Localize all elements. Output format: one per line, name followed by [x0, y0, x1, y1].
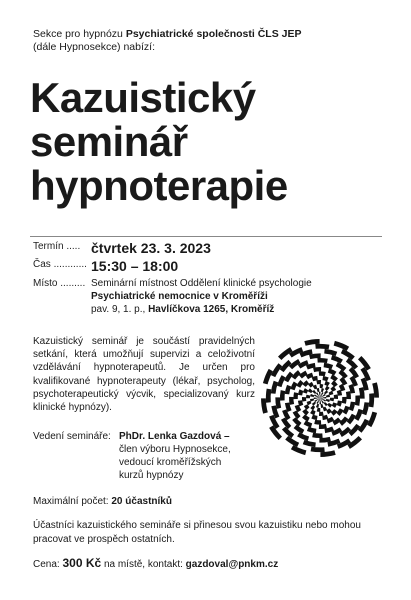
spiral-segment: [328, 368, 337, 375]
spiral-segment: [316, 392, 319, 396]
max-value: 20 účastníků: [111, 496, 172, 507]
seminar-leader: [33, 430, 273, 482]
spiral-segment: [367, 412, 377, 427]
spiral-segment: [312, 390, 316, 394]
event-details: [33, 240, 383, 316]
leader-line-4: kurzů hypnózy: [119, 470, 184, 481]
spiral-segment: [343, 406, 350, 415]
spiral-segment: [355, 395, 360, 405]
spiral-segment: [326, 399, 330, 402]
spiral-segment: [314, 399, 318, 402]
spiral-segment: [321, 400, 324, 404]
spiral-segment: [304, 404, 310, 410]
spiral-segment: [330, 386, 336, 392]
spiral-segment: [336, 408, 343, 416]
spiral-segment: [310, 405, 315, 410]
spiral-segment: [296, 380, 303, 388]
spiral-segment: [314, 420, 321, 425]
place-value: [91, 277, 312, 316]
intro-prefix: Sekce pro hypnózu: [33, 28, 126, 40]
spiral-segment: [316, 388, 319, 392]
time-label: Čas: [33, 259, 51, 270]
spiral-segment: [266, 389, 272, 403]
spiral-segment: [324, 390, 328, 394]
spiral-segment: [326, 394, 330, 397]
spiral-segment: [308, 382, 314, 388]
leader-line-3: vedoucí kroměřížských: [119, 457, 222, 468]
spiral-segment: [324, 381, 330, 386]
spiral-segment: [312, 433, 322, 438]
spiral-segment: [271, 381, 278, 394]
participant-note: Účastníci kazuistického semináře si přinesou svou kazuistiku nebo mohou pracovat ve prospěch ostatních.: [33, 520, 361, 545]
spiral-segment: [349, 402, 355, 412]
seminar-description: Kazuistický seminář je součástí pravidelných setkání, která umožňují supervizi a celoživotní vzdělávání hypnoterapeutů. Je určen pro kvalifikované hypnoterapeuty (lékař, psycholog, psychoterapeutický výcvik, specializovaný kurz klinické hypnózy).: [33, 336, 255, 414]
spiral-segment: [306, 395, 310, 399]
hypnotic-spiral-image: [259, 337, 381, 459]
spiral-segment: [317, 408, 321, 412]
place-dots: .........: [60, 278, 86, 289]
leader-label: Vedení semináře:: [33, 431, 111, 442]
date-dots: .....: [66, 241, 81, 252]
date-value: čtvrtek 23. 3. 2023: [91, 240, 211, 256]
spiral-segment: [316, 404, 319, 408]
spiral-segment: [302, 409, 309, 416]
spiral-segment: [324, 363, 334, 369]
spiral-segment: [322, 399, 326, 402]
spiral-segment: [311, 447, 325, 453]
contact-email: gazdoval@pnkm.cz: [185, 559, 279, 570]
spiral-segment: [310, 410, 316, 415]
spiral-segment: [319, 412, 324, 416]
title-line-1: Kazuistický: [30, 74, 256, 121]
spiral-segment: [307, 427, 317, 433]
spiral-segment: [321, 388, 324, 392]
place-line-3-prefix: pav. 9, 1. p.,: [91, 304, 149, 315]
spiral-segment: [311, 415, 317, 420]
leader-name: PhDr. Lenka Gazdová –: [119, 431, 230, 442]
place-label: Místo: [33, 278, 58, 289]
spiral-segment: [303, 440, 316, 447]
title-line-2: seminář: [30, 118, 188, 165]
spiral-segment: [330, 374, 338, 381]
spiral-segment: [315, 344, 329, 350]
spiral-segment: [319, 371, 326, 376]
spiral-segment: [332, 417, 341, 425]
spiral-segment: [302, 397, 306, 402]
spiral-segment: [322, 394, 326, 397]
intro-organization: Psychiatrické společnosti ČLS JEP: [125, 28, 302, 40]
spiral-segment: [325, 386, 330, 391]
spiral-segment: [299, 371, 308, 379]
spiral-segment: [285, 385, 291, 395]
spiral-segment: [310, 394, 314, 397]
spiral-segment: [327, 403, 332, 408]
price-line: [33, 556, 278, 570]
spiral-segment: [324, 349, 337, 356]
spiral-segment: [334, 394, 338, 399]
time-value: 15:30 – 18:00: [91, 258, 179, 274]
spiral-segment: [293, 392, 298, 399]
spiral-segment: [321, 392, 324, 396]
spiral-segment: [341, 349, 355, 360]
spiral-segment: [303, 388, 308, 394]
spiral-segment: [314, 394, 318, 397]
spiral-segment: [320, 384, 324, 388]
date-label: Termín: [33, 241, 64, 252]
spiral-segment: [289, 397, 294, 405]
divider: [30, 236, 382, 237]
spiral-segment: [319, 401, 321, 405]
title-line-3: hypnoterapie: [30, 162, 288, 209]
spiral-segment: [297, 432, 309, 441]
spiral-segment: [326, 408, 332, 414]
price-label: Cena:: [33, 559, 63, 570]
max-label: Maximální počet:: [33, 496, 112, 507]
spiral-segment: [285, 436, 299, 447]
spiral-segment: [298, 389, 303, 395]
date-row: [33, 240, 383, 256]
spiral-segment: [291, 445, 306, 455]
spiral-segment: [323, 397, 327, 399]
spiral-segment: [324, 402, 328, 406]
place-row: [33, 277, 383, 316]
spiral-segment: [316, 380, 321, 384]
spiral-segment: [312, 402, 316, 406]
place-line-2: Psychiatrické nemocnice v Kroměříži: [91, 291, 268, 302]
intro-text: [33, 28, 393, 54]
spiral-segment: [263, 369, 273, 384]
spiral-segment: [317, 358, 327, 363]
spiral-segment: [331, 409, 338, 416]
spiral-segment: [310, 399, 314, 402]
place-address: Havlíčkova 1265, Kroměříž: [148, 304, 275, 315]
spiral-segment: [313, 367, 321, 372]
spiral-segment: [271, 363, 282, 377]
spiral-segment: [354, 409, 363, 421]
spiral-segment: [321, 404, 324, 408]
spiral-segment: [290, 382, 297, 391]
spiral-segment: [342, 397, 347, 404]
leader-line-2: člen výboru Hypnosekce,: [119, 444, 231, 455]
spiral-segment: [332, 402, 337, 408]
spiral-segment: [369, 393, 375, 407]
spiral-segment: [316, 400, 319, 404]
spiral-segment: [322, 376, 328, 381]
spiral-segment: [339, 377, 347, 386]
price-value: 300 Kč: [62, 556, 102, 570]
time-dots: ............: [53, 259, 87, 270]
spiral-segment: [346, 391, 351, 399]
price-middle: na místě, kontakt:: [101, 559, 186, 570]
intro-line2: (dále Hypnosekce) nabízí:: [33, 41, 155, 53]
spiral-segment: [334, 341, 349, 351]
spiral-segment: [319, 424, 327, 429]
spiral-segment: [277, 375, 286, 387]
page-title: [30, 76, 288, 208]
time-row: [33, 258, 383, 274]
place-line-1: Seminární místnost Oddělení klinické psychologie: [91, 278, 312, 289]
spiral-segment: [302, 380, 309, 387]
spiral-segment: [314, 397, 318, 399]
spiral-segment: [330, 398, 334, 402]
spiral-segment: [331, 355, 343, 364]
spiral-segment: [302, 414, 310, 421]
spiral-segment: [362, 402, 369, 415]
spiral-segment: [337, 400, 342, 406]
spiral-segment: [319, 392, 321, 396]
spiral-segment: [304, 421, 313, 428]
spiral-segment: [358, 419, 369, 433]
spiral-segment: [280, 390, 285, 400]
spiral-segment: [331, 380, 338, 387]
max-participants: [33, 496, 172, 507]
spiral-segment: [293, 410, 301, 419]
spiral-segment: [308, 388, 313, 393]
